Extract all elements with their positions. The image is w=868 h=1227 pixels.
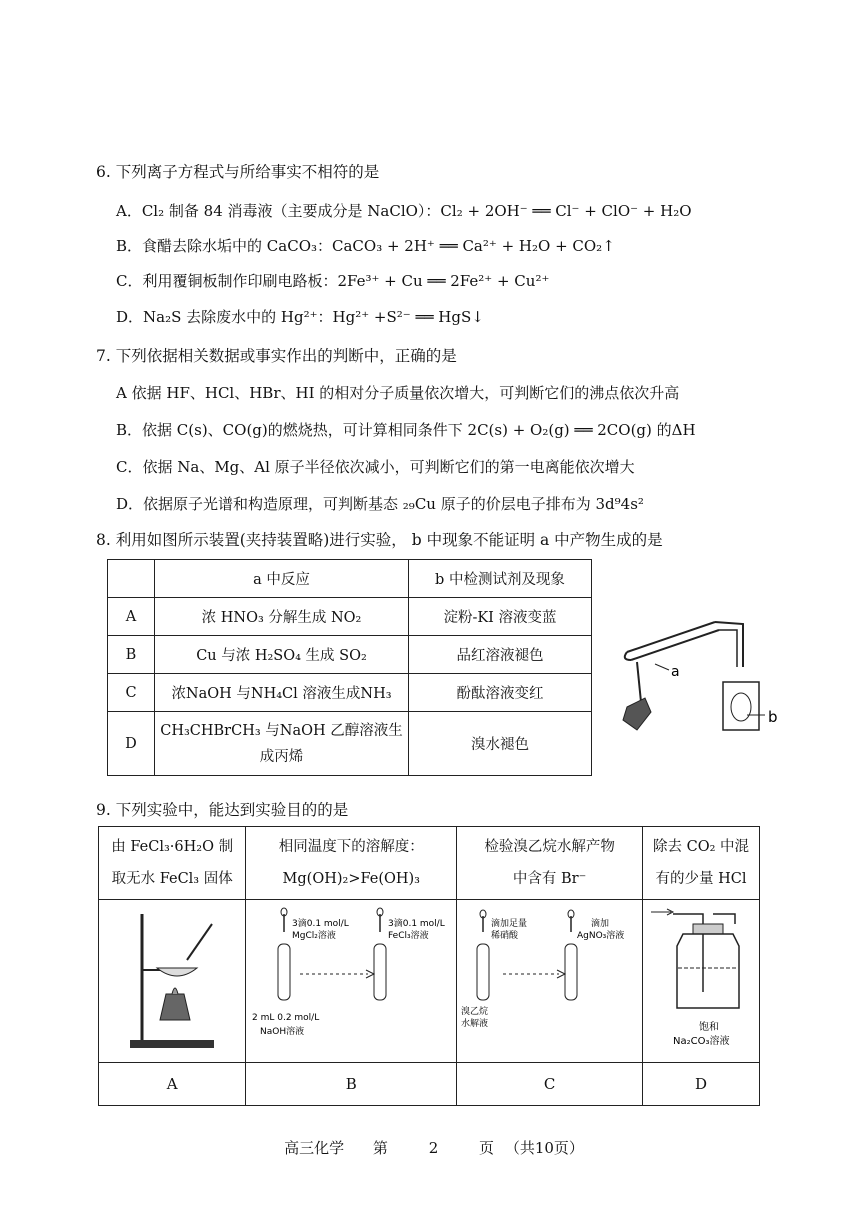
q9-col-a-title: [99, 827, 246, 900]
q9-option-c-label: C: [457, 1063, 643, 1106]
table-row: [108, 674, 592, 712]
glass-rod: [187, 924, 212, 960]
test-tube-end: [625, 652, 631, 660]
q9-table: [98, 826, 760, 1106]
q9-col-d-title-line1: 除去 CO₂ 中混: [652, 839, 749, 855]
evaporating-dish: [157, 968, 197, 976]
b-drop1-label: 3滴0.1 mol/L: [292, 918, 349, 929]
test-tube-body: [631, 630, 719, 660]
delivery-tube: [715, 622, 743, 667]
q8-opt: A: [108, 598, 155, 636]
figure-label-a: a: [671, 664, 680, 680]
footer-page-number: 2: [428, 1139, 439, 1157]
table-row: [108, 636, 592, 674]
q8-header-empty: [108, 560, 155, 598]
b-drop1-reagent: MgCl₂溶液: [292, 930, 337, 941]
test-tube-body: [627, 622, 715, 652]
q8-opt: B: [108, 636, 155, 674]
c-drop1-reagent: 稀硝酸: [491, 930, 519, 941]
q9-col-b-title-line2: Mg(OH)₂>Fe(OH)₃: [282, 871, 420, 887]
q8-reaction: 浓NaOH 与NH₄Cl 溶液生成NH₃: [155, 674, 409, 712]
q8-opt: D: [108, 712, 155, 776]
q8-detect: 溴水褪色: [409, 712, 592, 776]
delivery-tube: [719, 630, 737, 667]
stopper: [693, 924, 723, 934]
test-tube-icon: [477, 944, 489, 1000]
figure-label-b: b: [768, 708, 778, 726]
q8-reaction: Cu 与浓 H₂SO₄ 生成 SO₂: [155, 636, 409, 674]
q7-option-b: B．依据 C(s)、CO(g)的燃烧热，可计算相同条件下 2C(s) + O₂(g) ══ 2CO(g) 的ΔH: [116, 421, 696, 439]
q8-detect: 酚酞溶液变红: [409, 674, 592, 712]
q8-header-detect: b 中检测试剂及现象: [409, 560, 592, 598]
evaporation-apparatus: [102, 902, 242, 1057]
b-drop2-label: 3滴0.1 mol/L: [388, 918, 445, 929]
q8-detect: 品红溶液褪色: [409, 636, 592, 674]
q7-option-a: A 依据 HF、HCl、HBr、HI 的相对分子质量依次增大，可判断它们的沸点依次升高: [116, 384, 680, 402]
q9-col-c-title-line2: 中含有 Br⁻: [512, 871, 587, 887]
burner-icon: [623, 698, 651, 730]
b-tube-reagent: NaOH溶液: [260, 1026, 305, 1037]
footer-di: 第: [372, 1139, 388, 1157]
footer-subject: 高三化学: [284, 1139, 345, 1157]
q9-col-c-title: [457, 827, 643, 900]
page-footer: [0, 1137, 868, 1158]
clamp-stand: [637, 662, 641, 702]
q6-option-c: C．利用覆铜板制作印刷电路板：2Fe³⁺ + Cu ══ 2Fe²⁺ + Cu²⁺: [116, 272, 550, 290]
bottle: [677, 934, 739, 1008]
d-label-saturated: 饱和: [699, 1021, 719, 1033]
precipitation-experiment: [248, 902, 454, 1057]
q9-header-row: [99, 827, 760, 900]
q6-option-a: A．Cl₂ 制备 84 消毒液（主要成分是 NaClO）：Cl₂ + 2OH⁻ ══ Cl⁻ + ClO⁻ + H₂O: [116, 202, 692, 220]
c-tube-label: 溴乙烷: [461, 1006, 489, 1017]
c-drop2-label: 滴加: [591, 918, 610, 929]
q9-figure-d: [643, 900, 760, 1063]
footer-ye: 页: [479, 1139, 495, 1157]
c-drop2-reagent: AgNO₃溶液: [577, 930, 625, 941]
q9-col-b-title: [246, 827, 457, 900]
q8-stem: 8. 利用如图所示装置(夹持装置略)进行实验， b 中现象不能证明 a 中产物生成的是: [96, 531, 663, 549]
q6-option-d: D．Na₂S 去除废水中的 Hg²⁺：Hg²⁺ +S²⁻ ══ HgS↓: [116, 308, 484, 326]
q6-stem: 6. 下列离子方程式与所给事实不相符的是: [96, 163, 380, 181]
q7-option-d: D．依据原子光谱和构造原理，可判断基态 ₂₉Cu 原子的价层电子排布为 3d⁹4s²: [116, 495, 644, 513]
q9-figure-b: [246, 900, 457, 1063]
b-tube-label: 2 mL 0.2 mol/L: [252, 1012, 320, 1023]
q9-col-d-title: [643, 827, 760, 900]
q9-stem: 9. 下列实验中，能达到实验目的的是: [96, 801, 349, 819]
q9-figure-c: [457, 900, 643, 1063]
q8-header-reaction: a 中反应: [155, 560, 409, 598]
bulb-icon: [731, 693, 751, 721]
table-row: [108, 598, 592, 636]
q8-apparatus-figure: [615, 612, 790, 752]
q9-col-c-title-line1: 检验溴乙烷水解产物: [484, 839, 615, 855]
gas-washing-bottle: [643, 902, 759, 1057]
q9-option-d-label: D: [643, 1063, 760, 1106]
beaker-b: [723, 682, 759, 730]
c-drop1-label: 滴加足量: [491, 918, 528, 929]
d-label-solution: Na₂CO₃溶液: [673, 1035, 730, 1047]
q7-stem: 7. 下列依据相关数据或事实作出的判断中，正确的是: [96, 347, 457, 365]
bromide-test-experiment: [459, 902, 640, 1057]
footer-total: （共10页）: [504, 1139, 584, 1157]
q9-figure-row: [99, 900, 760, 1063]
flame-icon: [172, 988, 178, 994]
q8-table: [107, 559, 592, 776]
test-tube-icon: [278, 944, 290, 1000]
b-drop2-reagent: FeCl₃溶液: [388, 930, 429, 941]
test-tube-icon: [374, 944, 386, 1000]
table-row: [108, 712, 592, 776]
q7-option-c: C．依据 Na、Mg、Al 原子半径依次减小，可判断它们的第一电离能依次增大: [116, 458, 635, 476]
q9-figure-a: [99, 900, 246, 1063]
q9-col-b-title-line1: 相同温度下的溶解度：: [278, 839, 424, 855]
q9-col-a-title-line1: 由 FeCl₃·6H₂O 制: [111, 839, 234, 855]
q9-label-row: [99, 1063, 760, 1106]
burner-icon: [160, 994, 190, 1020]
c-tube-reagent: 水解液: [461, 1018, 489, 1029]
q9-option-a-label: A: [99, 1063, 246, 1106]
q8-reaction: CH₃CHBrCH₃ 与NaOH 乙醇溶液生成丙烯: [155, 712, 409, 776]
q8-reaction: 浓 HNO₃ 分解生成 NO₂: [155, 598, 409, 636]
outlet-tube: [713, 914, 735, 924]
q9-option-b-label: B: [246, 1063, 457, 1106]
q6-option-b: B．食醋去除水垢中的 CaCO₃：CaCO₃ + 2H⁺ ══ Ca²⁺ + H₂O + CO₂↑: [116, 237, 615, 255]
q9-col-a-title-line2: 取无水 FeCl₃ 固体: [111, 871, 233, 887]
q8-opt: C: [108, 674, 155, 712]
test-tube-icon: [565, 944, 577, 1000]
q8-detect: 淀粉-KI 溶液变蓝: [409, 598, 592, 636]
stand-base: [130, 1040, 214, 1048]
leader-line-a: [655, 664, 669, 670]
q9-col-d-title-line2: 有的少量 HCl: [655, 871, 747, 887]
